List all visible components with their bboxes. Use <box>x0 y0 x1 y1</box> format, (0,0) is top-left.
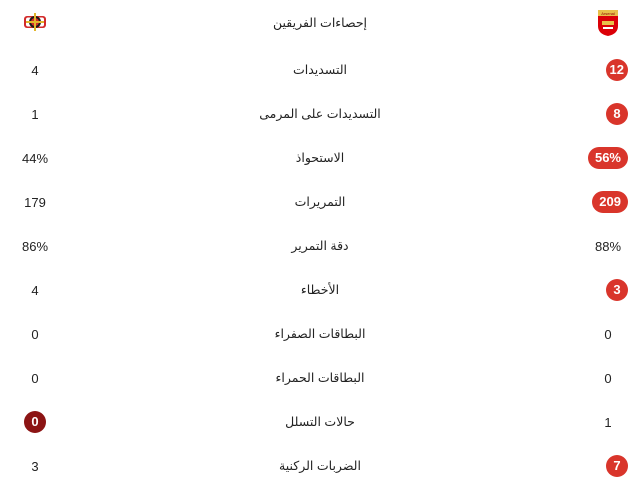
home-pass-accuracy-value: 88% <box>594 239 622 254</box>
stat-label-shots: التسديدات <box>292 63 348 77</box>
stat-label-yellow-cards: البطاقات الصفراء <box>274 327 366 341</box>
away-yellow-cards-value: 0 <box>31 327 39 342</box>
home-possession-value: 56% <box>588 147 628 169</box>
stats-title: إحصاءات الفريقين <box>272 16 368 30</box>
home-fouls-value: 3 <box>606 279 628 301</box>
away-shots-on-target-value: 1 <box>31 107 39 122</box>
stat-label-offsides: حالات التسلل <box>285 415 355 429</box>
away-shots-value: 4 <box>31 63 39 78</box>
stat-row-possession <box>0 137 640 181</box>
away-fouls-value: 4 <box>31 283 39 298</box>
away-possession-value: 44% <box>21 151 49 166</box>
stat-label-fouls: الأخطاء <box>300 283 340 297</box>
stat-label-red-cards: البطاقات الحمراء <box>275 371 365 385</box>
away-team-logo <box>22 9 48 35</box>
stats-header <box>0 0 640 50</box>
away-offsides-value: 0 <box>24 411 46 433</box>
stat-label-passes: التمريرات <box>294 195 346 209</box>
away-passes-value: 179 <box>24 195 46 210</box>
stat-row-red-cards <box>0 357 640 401</box>
stat-label-pass-accuracy: دقة التمرير <box>291 239 349 253</box>
home-red-cards-value: 0 <box>604 371 612 386</box>
stat-row-corners <box>0 445 640 489</box>
home-shots-value: 12 <box>606 59 628 81</box>
home-offsides-value: 1 <box>604 415 612 430</box>
home-corners-value: 7 <box>606 455 628 477</box>
stat-row-fouls <box>0 269 640 313</box>
away-corners-value: 3 <box>31 459 39 474</box>
stat-row-shots <box>0 49 640 93</box>
home-shots-on-target-value: 8 <box>606 103 628 125</box>
stat-row-offsides <box>0 401 640 445</box>
home-yellow-cards-value: 0 <box>604 327 612 342</box>
away-red-cards-value: 0 <box>31 371 39 386</box>
stat-label-corners: الضربات الركنية <box>279 459 361 473</box>
stat-row-pass-accuracy <box>0 225 640 269</box>
stat-label-possession: الاستحواذ <box>295 151 345 165</box>
stat-label-shots-on-target: التسديدات على المرمى <box>259 107 381 121</box>
svg-text:Arsenal: Arsenal <box>601 11 615 16</box>
away-pass-accuracy-value: 86% <box>21 239 49 254</box>
stat-row-passes <box>0 181 640 225</box>
home-team-logo <box>597 9 619 37</box>
home-passes-value: 209 <box>592 191 628 213</box>
stat-row-yellow-cards <box>0 313 640 357</box>
stat-row-shots-on-target <box>0 93 640 137</box>
